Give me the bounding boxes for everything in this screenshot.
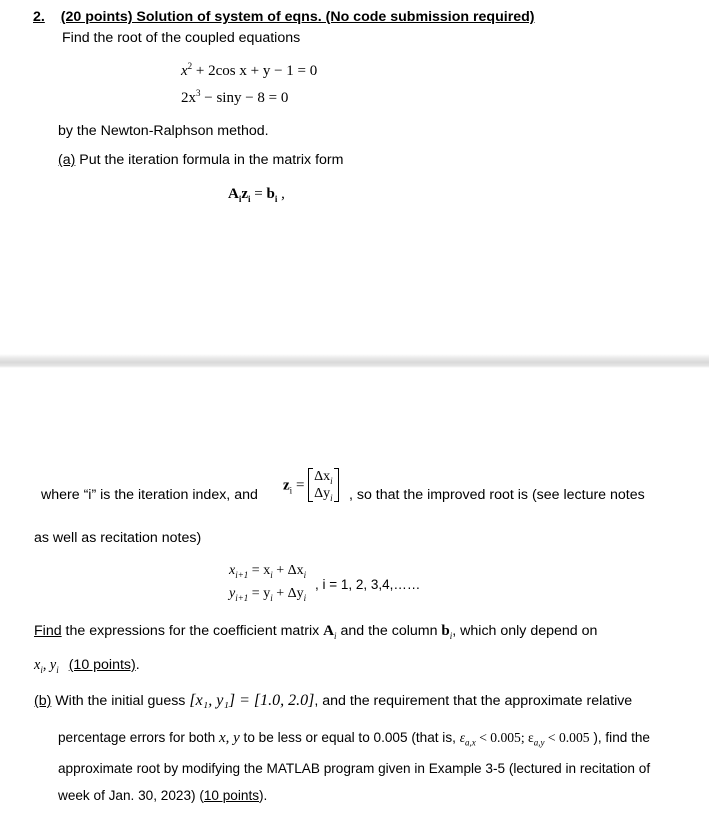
- points-a: (10 points): [68, 657, 136, 673]
- problem-heading: [33, 8, 535, 26]
- update-x-formula: $x_{i+1} = x_i + \Delta x_i$: [229, 563, 307, 580]
- intro-text: Find the root of the coupled equations: [62, 30, 301, 46]
- as-well-text: as well as recitation notes): [34, 530, 202, 546]
- problem-title: (20 points) Solution of system of eqns. (No code submission required): [60, 9, 535, 25]
- part-a-label: (a): [58, 152, 76, 168]
- index-list: , i = 1, 2, 3,4,……: [315, 577, 421, 592]
- zi-definition: $z_i$ = $\Delta x_i$ $\Delta y_i$: [283, 470, 339, 502]
- initial-guess: [x₁, y₁] = [1.0, 2.0]: [189, 692, 315, 709]
- update-y-formula: $y_{i+1} = y_i + \Delta y_i$: [229, 586, 307, 603]
- where-text: where “i” is the iteration index, and: [41, 487, 258, 503]
- problem-number: 2.: [33, 9, 45, 25]
- zi-column-vector: $\Delta x_i$ $\Delta y_i$: [308, 468, 339, 502]
- find-line: Find the expressions for the coefficient matrix $A_i$ and the column $b_i$, which only depend on: [34, 623, 598, 641]
- points-b: 10 points: [203, 788, 260, 803]
- part-b-line-1: (b) With the initial guess [x₁, y₁] = [1.0, 2.0], and the requirement that the approximate relative: [34, 692, 633, 709]
- part-a-line: (a) Put the iteration formula in the matrix form: [58, 152, 344, 168]
- equation-1: $x^2 + 2\cos$ x + y − 1 = 0: [181, 61, 318, 79]
- so-that-text: , so that the improved root is (see lecture notes: [349, 487, 645, 503]
- part-b-line-4: week of Jan. 30, 2023) (10 points).: [58, 788, 268, 803]
- equation-2: $2x^3 - \sin y - 8 = 0$: [181, 88, 289, 106]
- part-b-label: (b): [34, 693, 52, 709]
- page-break-separator: [0, 354, 709, 368]
- method-text: by the Newton-Ralphson method.: [58, 123, 269, 139]
- depends-line: $x_i$, $y_i$ (10 points).: [34, 657, 140, 675]
- matrix-form-equation: $A_iz_i = b_i$ ,: [228, 186, 285, 204]
- part-b-line-3: approximate root by modifying the MATLAB program given in Example 3-5 (lectured in recitation of: [58, 761, 651, 776]
- part-b-line-2: percentage errors for both x, y to be less or equal to 0.005 (that is, $\varepsilon_{a,x} < 0.005$; $\varepsilon_{a,y} < 0.005$ ), find the: [58, 730, 650, 748]
